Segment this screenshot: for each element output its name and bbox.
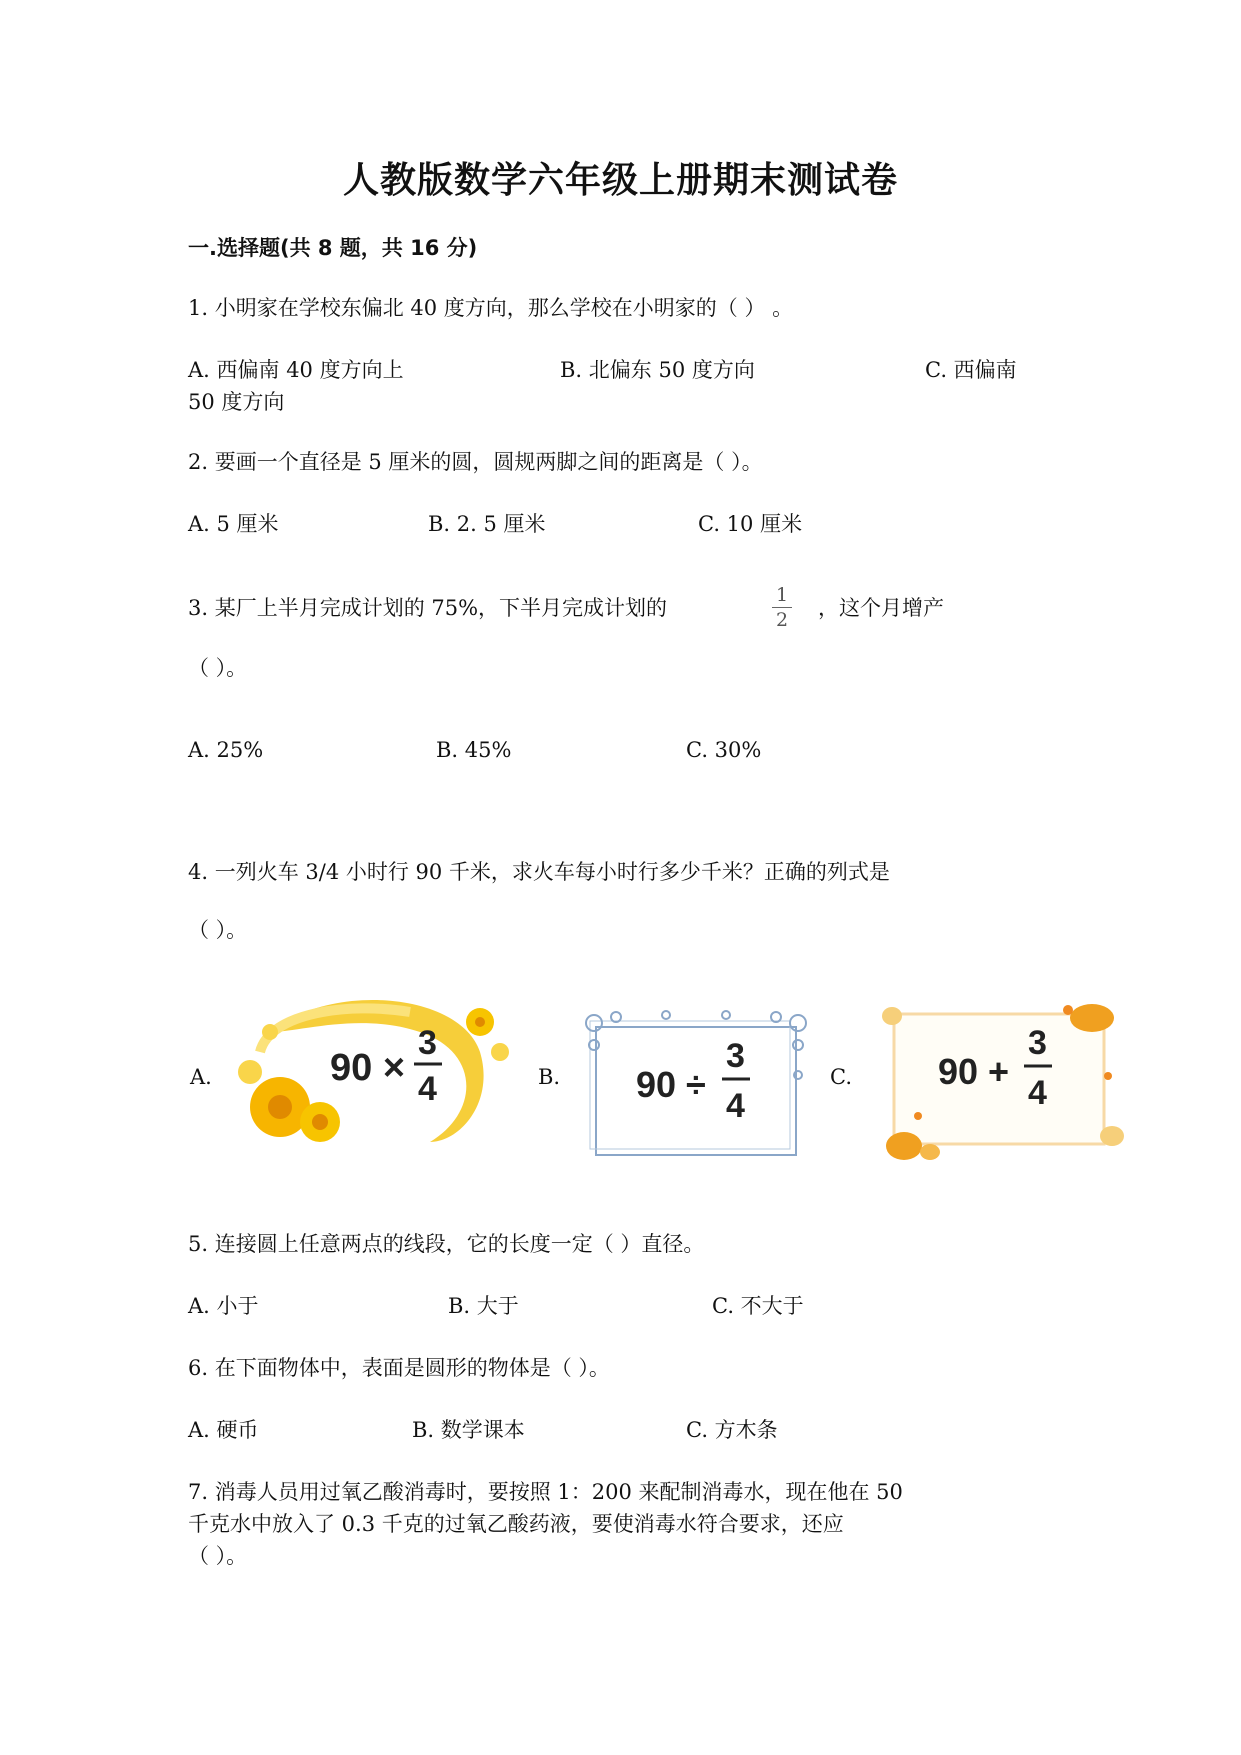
question-6-option-b: B. 数学课本 — [412, 1418, 525, 1442]
option-b-den: 4 — [726, 1087, 745, 1125]
question-2-stem: 2. 要画一个直径是 5 厘米的圆，圆规两脚之间的距离是（ ）。 — [188, 450, 763, 474]
question-1-option-a: A. 西偏南 40 度方向上 — [188, 358, 404, 382]
fraction-denominator: 2 — [775, 609, 789, 631]
option-b-card — [576, 1005, 816, 1165]
option-c-expr: 90 + — [938, 1051, 1010, 1092]
question-3-stem: 3. 某厂上半月完成计划的 75%，下半月完成计划的 — [188, 596, 668, 620]
page-title: 人教版数学六年级上册期末测试卷 — [342, 160, 898, 201]
question-3-option-a: A. 25% — [188, 738, 264, 762]
option-a-expr: 90 × — [330, 1047, 406, 1089]
option-c-num: 3 — [1028, 1024, 1047, 1062]
option-c-den: 4 — [1028, 1074, 1047, 1112]
question-4-stem: 4. 一列火车 3/4 小时行 90 千米，求火车每小时行多少千米？正确的列式是 — [188, 860, 890, 884]
question-3-option-c: C. 30% — [686, 738, 762, 762]
question-1-option-c-cont: 50 度方向 — [188, 390, 285, 414]
fraction-bar — [772, 607, 792, 608]
question-4-stem-line2: （ ）。 — [188, 918, 248, 942]
question-6-option-a: A. 硬币 — [188, 1418, 259, 1442]
question-4-option-c-label: C. — [830, 1065, 852, 1089]
fraction-one-half — [772, 584, 792, 631]
option-a-num: 3 — [418, 1024, 437, 1062]
option-c-card — [878, 996, 1128, 1166]
question-4-option-b-label: B. — [538, 1065, 561, 1089]
option-b-num: 3 — [726, 1037, 745, 1075]
question-2-option-a: A. 5 厘米 — [188, 512, 279, 536]
question-6-stem: 6. 在下面物体中，表面是圆形的物体是（ ）。 — [188, 1356, 610, 1380]
question-7-stem: 7. 消毒人员用过氧乙酸消毒时，要按照 1：200 来配制消毒水，现在他在 50 — [188, 1480, 903, 1504]
question-5-option-b: B. 大于 — [448, 1294, 519, 1318]
question-3-option-b: B. 45% — [436, 738, 512, 762]
question-7-stem-line3: （ ）。 — [188, 1544, 248, 1568]
question-4-option-a-label: A. — [190, 1065, 212, 1089]
question-2-option-b: B. 2. 5 厘米 — [428, 512, 546, 536]
question-6-option-c: C. 方木条 — [686, 1418, 778, 1442]
question-1-option-c: C. 西偏南 — [925, 358, 1017, 382]
question-3-stem-line2: （ ）。 — [188, 656, 248, 680]
question-1-option-b: B. 北偏东 50 度方向 — [560, 358, 755, 382]
section-heading: 一.选择题(共 8 题，共 16 分) — [188, 236, 478, 260]
option-b-image — [576, 1005, 816, 1165]
question-5-option-a: A. 小于 — [188, 1294, 259, 1318]
question-2-option-c: C. 10 厘米 — [698, 512, 803, 536]
fraction-numerator: 1 — [775, 584, 789, 606]
question-5-stem: 5. 连接圆上任意两点的线段，它的长度一定（ ）直径。 — [188, 1232, 705, 1256]
option-a-card — [230, 992, 530, 1152]
option-a-image — [230, 992, 530, 1152]
option-c-image — [878, 996, 1128, 1166]
question-1-stem: 1. 小明家在学校东偏北 40 度方向，那么学校在小明家的（ ） 。 — [188, 296, 794, 320]
option-a-den: 4 — [418, 1070, 437, 1108]
option-b-expr: 90 ÷ — [636, 1064, 706, 1105]
question-5-option-c: C. 不大于 — [712, 1294, 804, 1318]
question-7-stem-line2: 千克水中放入了 0.3 千克的过氧乙酸药液，要使消毒水符合要求，还应 — [188, 1512, 844, 1536]
question-3-stem-after: ，这个月增产 — [818, 596, 944, 620]
